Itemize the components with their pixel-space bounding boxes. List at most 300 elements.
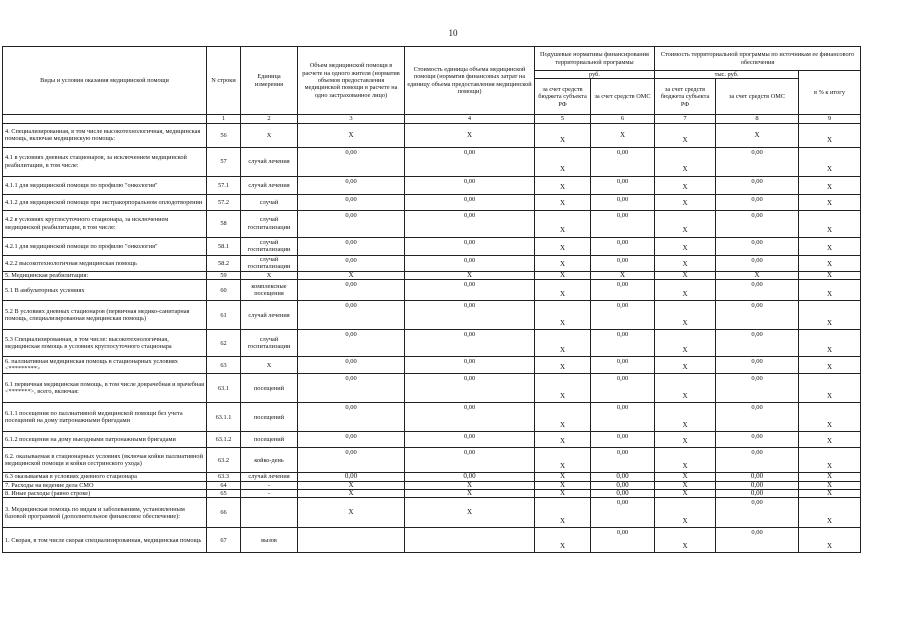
row-unit: Х xyxy=(241,123,298,147)
table-row xyxy=(3,255,861,271)
cell-value: Х xyxy=(826,271,833,279)
row-budget-thous xyxy=(655,271,716,279)
row-volume xyxy=(298,271,405,279)
cell-value: Х xyxy=(466,130,473,139)
index-cell: 5 xyxy=(535,115,591,123)
row-oms-thous xyxy=(716,498,799,528)
cell-value: Х xyxy=(682,472,688,481)
row-percent xyxy=(799,448,861,473)
row-budget-rub xyxy=(535,374,591,403)
cell-value: Х xyxy=(826,136,833,145)
cell-value: 0,00 xyxy=(463,404,476,412)
row-label: 3. Медицинская помощь по видам и заболеваниям, установленным базовой программой (дополнительное финансовое обеспечение): xyxy=(3,498,207,528)
cell-value: Х xyxy=(826,244,833,253)
row-oms-rub xyxy=(591,255,655,271)
row-budget-rub xyxy=(535,432,591,448)
cell-value: Х xyxy=(559,260,566,269)
row-label: 6.2. оказываемая в стационарных условиях (включая койки паллиативной медицинской помощи и койки сестринского ухода) xyxy=(3,448,207,473)
row-number: 59 xyxy=(207,271,241,279)
header-volume: Объем медицинской помощи в расчете на одного жителя (норматив объемов предоставления медицинской помощи в расчете на одно застрахованное лицо) xyxy=(298,47,405,115)
row-budget-rub xyxy=(535,147,591,176)
cell-value: Х xyxy=(559,391,566,400)
cell-value: Х xyxy=(348,271,354,279)
cell-value: 0,00 xyxy=(345,238,357,246)
cell-value: Х xyxy=(682,199,688,208)
row-unit: случай лечения xyxy=(241,176,298,194)
row-percent xyxy=(799,255,861,271)
row-unit: случай госпитализации xyxy=(241,330,298,357)
cell-value: 0,00 xyxy=(751,302,763,310)
row-budget-thous xyxy=(655,490,716,498)
row-unit-cost xyxy=(405,403,535,432)
cell-value: Х xyxy=(826,472,833,481)
row-percent xyxy=(799,123,861,147)
row-volume xyxy=(298,301,405,330)
row-budget-rub xyxy=(535,271,591,279)
row-number: 57.2 xyxy=(207,194,241,210)
index-cell: 6 xyxy=(591,115,655,123)
cell-value: 0,00 xyxy=(751,331,763,339)
row-unit: Х xyxy=(241,357,298,374)
cell-value: Х xyxy=(826,489,833,498)
row-budget-rub xyxy=(535,403,591,432)
index-cell: 2 xyxy=(241,115,298,123)
page-number: 10 xyxy=(448,28,458,38)
cell-value: 0,00 xyxy=(345,195,357,203)
row-unit: - xyxy=(241,490,298,498)
row-oms-thous xyxy=(716,255,799,271)
row-budget-thous xyxy=(655,194,716,210)
index-cell: 7 xyxy=(655,115,716,123)
row-unit: посещений xyxy=(241,403,298,432)
header-rub: руб. xyxy=(535,71,655,79)
row-number: 64 xyxy=(207,481,241,489)
cell-value: Х xyxy=(466,508,473,517)
row-budget-rub xyxy=(535,481,591,489)
row-budget-thous xyxy=(655,280,716,301)
cell-value: 0,00 xyxy=(345,256,357,264)
table-row xyxy=(3,123,861,147)
row-volume xyxy=(298,481,405,489)
row-percent xyxy=(799,357,861,374)
row-number: 63.1 xyxy=(207,374,241,403)
cell-value: Х xyxy=(826,362,833,371)
cell-value: 0,00 xyxy=(616,489,629,498)
row-label: 6.1 первичная медицинская помощь, в том числе доврачебная и врачебная <*******>, всего, включая: xyxy=(3,374,207,403)
cell-value: Х xyxy=(826,318,833,327)
row-label: 4. Специализированная, в том числе высокотехнологичная, медицинская помощь, включая медицинскую помощь: xyxy=(3,123,207,147)
row-budget-rub xyxy=(535,280,591,301)
norms-table xyxy=(2,46,861,553)
row-number: 56 xyxy=(207,123,241,147)
table-row xyxy=(3,498,861,528)
row-unit-cost xyxy=(405,280,535,301)
row-percent xyxy=(799,194,861,210)
header-per-capita: Подушевые нормативы финансирования территориальной программы xyxy=(535,47,655,71)
row-budget-rub xyxy=(535,473,591,481)
cell-value: Х xyxy=(682,136,688,145)
cell-value: 0,00 xyxy=(751,238,763,246)
cell-value: Х xyxy=(348,481,354,489)
row-oms-rub xyxy=(591,498,655,528)
cell-value: Х xyxy=(682,183,688,192)
table-row xyxy=(3,528,861,553)
table-row xyxy=(3,301,861,330)
index-cell xyxy=(3,115,207,123)
row-unit: Х xyxy=(241,271,298,279)
row-oms-thous xyxy=(716,280,799,301)
cell-value: 0,00 xyxy=(751,529,763,537)
row-oms-thous xyxy=(716,210,799,237)
cell-value: Х xyxy=(466,489,473,498)
row-number: 65 xyxy=(207,490,241,498)
row-label: 4.1.2 для медицинской помощи при экстракорпоральном оплодотворении xyxy=(3,194,207,210)
row-unit: случай лечения xyxy=(241,301,298,330)
row-volume xyxy=(298,448,405,473)
cell-value: Х xyxy=(682,420,688,429)
cell-value: 0,00 xyxy=(463,211,476,219)
cell-value: 0,00 xyxy=(616,404,629,412)
row-oms-thous xyxy=(716,473,799,481)
cell-value: 0,00 xyxy=(345,302,357,310)
row-label: 6. паллиативная медицинская помощь в стационарных условиях <*********> xyxy=(3,357,207,374)
cell-value: 0,00 xyxy=(463,238,476,246)
header-thous-rub: тыс. руб. xyxy=(655,71,799,79)
row-budget-thous xyxy=(655,210,716,237)
cell-value: Х xyxy=(682,542,688,551)
row-budget-rub xyxy=(535,255,591,271)
row-budget-thous xyxy=(655,403,716,432)
row-unit-cost xyxy=(405,448,535,473)
row-oms-thous xyxy=(716,432,799,448)
row-budget-rub xyxy=(535,194,591,210)
row-label: 5.1 В амбулаторных условиях xyxy=(3,280,207,301)
row-label: 4.2 в условиях круглосуточного стационара, за исключением медицинской реабилитации, в том числе: xyxy=(3,210,207,237)
table-row xyxy=(3,403,861,432)
cell-value: 0,00 xyxy=(463,195,476,203)
row-percent xyxy=(799,432,861,448)
row-number: 63.1.1 xyxy=(207,403,241,432)
row-oms-rub xyxy=(591,330,655,357)
row-percent xyxy=(799,481,861,489)
row-number: 57 xyxy=(207,147,241,176)
row-oms-rub xyxy=(591,473,655,481)
cell-value: 0,00 xyxy=(463,281,476,289)
row-oms-rub xyxy=(591,448,655,473)
cell-value: Х xyxy=(348,508,354,517)
row-unit-cost xyxy=(405,123,535,147)
row-number: 66 xyxy=(207,498,241,528)
cell-value: 0,00 xyxy=(616,449,629,457)
row-volume xyxy=(298,255,405,271)
row-percent xyxy=(799,490,861,498)
row-unit-cost xyxy=(405,528,535,553)
row-budget-thous xyxy=(655,237,716,255)
row-unit-cost xyxy=(405,490,535,498)
row-volume xyxy=(298,498,405,528)
cell-value: Х xyxy=(559,183,566,192)
cell-value: 0,00 xyxy=(616,375,629,383)
row-percent xyxy=(799,271,861,279)
cell-value: Х xyxy=(682,226,688,235)
cell-value: Х xyxy=(466,271,473,279)
row-number: 63.1.2 xyxy=(207,432,241,448)
cell-value: Х xyxy=(754,271,760,279)
cell-value: Х xyxy=(559,289,566,298)
row-percent xyxy=(799,374,861,403)
cell-value: Х xyxy=(826,199,833,208)
row-volume xyxy=(298,210,405,237)
row-unit-cost xyxy=(405,271,535,279)
row-number: 58.2 xyxy=(207,255,241,271)
cell-value: 0,00 xyxy=(616,472,629,481)
row-oms-thous xyxy=(716,176,799,194)
cell-value: Х xyxy=(826,183,833,192)
row-oms-rub xyxy=(591,237,655,255)
cell-value: Х xyxy=(682,517,688,526)
cell-value: Х xyxy=(559,226,566,235)
row-unit-cost xyxy=(405,330,535,357)
cell-value: Х xyxy=(682,362,688,371)
row-budget-thous xyxy=(655,147,716,176)
row-percent xyxy=(799,210,861,237)
row-label: 4.2.1 для медицинской помощи по профилю "онкология" xyxy=(3,237,207,255)
row-budget-thous xyxy=(655,481,716,489)
row-oms-thous xyxy=(716,271,799,279)
table-row xyxy=(3,330,861,357)
cell-value: 0,00 xyxy=(616,433,629,441)
row-number: 61 xyxy=(207,301,241,330)
cell-value: 0,00 xyxy=(463,472,476,481)
row-volume xyxy=(298,176,405,194)
row-oms-rub xyxy=(591,210,655,237)
row-budget-thous xyxy=(655,123,716,147)
row-budget-thous xyxy=(655,176,716,194)
table-row xyxy=(3,432,861,448)
row-oms-rub xyxy=(591,528,655,553)
row-label: 6.1.1 посещения по паллиативной медицинской помощи без учета посещений на дому патронажными бригадами xyxy=(3,403,207,432)
row-number: 60 xyxy=(207,280,241,301)
cell-value: 0,00 xyxy=(616,177,629,185)
row-unit-cost xyxy=(405,498,535,528)
row-unit-cost xyxy=(405,481,535,489)
header-name: Виды и условия оказания медицинской помощи xyxy=(3,47,207,115)
row-unit-cost xyxy=(405,473,535,481)
row-budget-rub xyxy=(535,123,591,147)
cell-value: Х xyxy=(559,199,566,208)
table-row xyxy=(3,194,861,210)
row-oms-thous xyxy=(716,448,799,473)
cell-value: Х xyxy=(559,345,566,354)
row-budget-rub xyxy=(535,301,591,330)
cell-value: Х xyxy=(682,391,688,400)
cell-value: 0,00 xyxy=(751,148,763,156)
row-budget-thous xyxy=(655,448,716,473)
cell-value: 0,00 xyxy=(616,195,629,203)
row-percent xyxy=(799,176,861,194)
row-volume xyxy=(298,330,405,357)
row-oms-thous xyxy=(716,301,799,330)
cell-value: Х xyxy=(826,542,833,551)
cell-value: 0,00 xyxy=(616,281,629,289)
cell-value: Х xyxy=(682,481,688,489)
row-number: 58 xyxy=(207,210,241,237)
row-unit-cost xyxy=(405,194,535,210)
cell-value: 0,00 xyxy=(345,404,357,412)
row-label: 5.3 Специализированная, в том числе: высокотехнологичная, медицинская помощь в условиях круглосуточного стационара xyxy=(3,330,207,357)
row-unit-cost xyxy=(405,301,535,330)
index-cell: 9 xyxy=(799,115,861,123)
row-budget-rub xyxy=(535,498,591,528)
table-row xyxy=(3,490,861,498)
row-volume xyxy=(298,528,405,553)
cell-value: 0,00 xyxy=(345,177,357,185)
row-unit: случай xyxy=(241,194,298,210)
header-budget-rf: за счет средств бюджета субъекта РФ xyxy=(535,79,591,115)
cell-value: Х xyxy=(559,542,566,551)
cell-value: Х xyxy=(826,517,833,526)
row-label: 6.3 оказываемая в условиях дневного стационара xyxy=(3,473,207,481)
cell-value: 0,00 xyxy=(344,472,358,481)
row-percent xyxy=(799,330,861,357)
index-cell: 3 xyxy=(298,115,405,123)
table-row xyxy=(3,271,861,279)
row-budget-rub xyxy=(535,357,591,374)
cell-value: 0,00 xyxy=(616,499,629,507)
row-unit-cost xyxy=(405,432,535,448)
cell-value: Х xyxy=(682,436,688,445)
row-budget-thous xyxy=(655,374,716,403)
row-unit-cost xyxy=(405,176,535,194)
row-oms-rub xyxy=(591,357,655,374)
cell-value: 0,00 xyxy=(751,449,763,457)
row-budget-rub xyxy=(535,237,591,255)
cell-value: 0,00 xyxy=(616,481,629,489)
row-oms-thous xyxy=(716,403,799,432)
row-budget-thous xyxy=(655,528,716,553)
index-cell: 8 xyxy=(716,115,799,123)
cell-value: 0,00 xyxy=(463,449,476,457)
row-number: 63.3 xyxy=(207,473,241,481)
cell-value: Х xyxy=(826,165,833,174)
cell-value: 0,00 xyxy=(616,148,629,156)
cell-value: 0,00 xyxy=(751,256,763,264)
row-percent xyxy=(799,280,861,301)
cell-value: Х xyxy=(348,130,354,139)
header-oms: за счет средств ОМС xyxy=(591,79,655,115)
cell-value: Х xyxy=(682,244,688,253)
cell-value: Х xyxy=(682,489,688,498)
cell-value: Х xyxy=(826,420,833,429)
row-volume xyxy=(298,194,405,210)
row-budget-rub xyxy=(535,448,591,473)
row-oms-rub xyxy=(591,280,655,301)
cell-value: 0,00 xyxy=(616,256,629,264)
row-budget-thous xyxy=(655,301,716,330)
row-oms-thous xyxy=(716,237,799,255)
row-unit: случай госпитализации xyxy=(241,255,298,271)
row-oms-thous xyxy=(716,330,799,357)
cell-value: Х xyxy=(559,136,566,145)
index-cell: 4 xyxy=(405,115,535,123)
row-unit-cost xyxy=(405,357,535,374)
cell-value: 0,00 xyxy=(463,302,476,310)
cell-value: Х xyxy=(826,226,833,235)
cell-value: 0,00 xyxy=(345,281,357,289)
cell-value: 0,00 xyxy=(463,433,476,441)
row-label: 5.2 В условиях дневных стационаров (первичная медико-санитарная помощь, специализированная медицинская помощь) xyxy=(3,301,207,330)
cell-value: 0,00 xyxy=(751,433,763,441)
cell-value: Х xyxy=(559,472,566,481)
table-row xyxy=(3,357,861,374)
row-oms-thous xyxy=(716,528,799,553)
cell-value: Х xyxy=(559,461,566,470)
cell-value: 0,00 xyxy=(750,481,764,489)
header-row-number: N строки xyxy=(207,47,241,115)
row-oms-rub xyxy=(591,490,655,498)
row-unit: - xyxy=(241,481,298,489)
cell-value: 0,00 xyxy=(751,499,763,507)
row-unit: вызов xyxy=(241,528,298,553)
row-percent xyxy=(799,301,861,330)
cell-value: Х xyxy=(559,481,566,489)
row-budget-thous xyxy=(655,473,716,481)
row-volume xyxy=(298,432,405,448)
cell-value: Х xyxy=(559,318,566,327)
cell-value: 0,00 xyxy=(751,404,763,412)
cell-value: 0,00 xyxy=(345,331,357,339)
row-volume xyxy=(298,147,405,176)
row-unit: случай лечения xyxy=(241,147,298,176)
header-percent: в % к итогу xyxy=(799,71,861,115)
row-volume xyxy=(298,490,405,498)
cell-value: 0,00 xyxy=(345,433,357,441)
cell-value: Х xyxy=(559,165,566,174)
row-oms-rub xyxy=(591,374,655,403)
table-row xyxy=(3,147,861,176)
row-number: 63.2 xyxy=(207,448,241,473)
cell-value: 0,00 xyxy=(345,375,357,383)
cell-value: Х xyxy=(682,345,688,354)
row-oms-thous xyxy=(716,481,799,489)
row-unit: посещений xyxy=(241,374,298,403)
cell-value: Х xyxy=(682,289,688,298)
row-percent xyxy=(799,473,861,481)
row-budget-rub xyxy=(535,528,591,553)
row-volume xyxy=(298,403,405,432)
row-unit xyxy=(241,498,298,528)
row-number: 62 xyxy=(207,330,241,357)
row-oms-rub xyxy=(591,147,655,176)
row-oms-rub xyxy=(591,194,655,210)
row-oms-thous xyxy=(716,357,799,374)
row-budget-rub xyxy=(535,210,591,237)
row-budget-thous xyxy=(655,498,716,528)
table-row xyxy=(3,448,861,473)
cell-value: 0,00 xyxy=(750,472,764,481)
table-row xyxy=(3,374,861,403)
row-unit-cost xyxy=(405,210,535,237)
cell-value: Х xyxy=(559,517,566,526)
row-percent xyxy=(799,403,861,432)
table-row xyxy=(3,210,861,237)
row-unit: случай госпитализации xyxy=(241,237,298,255)
cell-value: Х xyxy=(826,289,833,298)
cell-value: Х xyxy=(559,489,566,498)
index-cell: 1 xyxy=(207,115,241,123)
cell-value: 0,00 xyxy=(750,489,764,498)
cell-value: 0,00 xyxy=(751,195,763,203)
